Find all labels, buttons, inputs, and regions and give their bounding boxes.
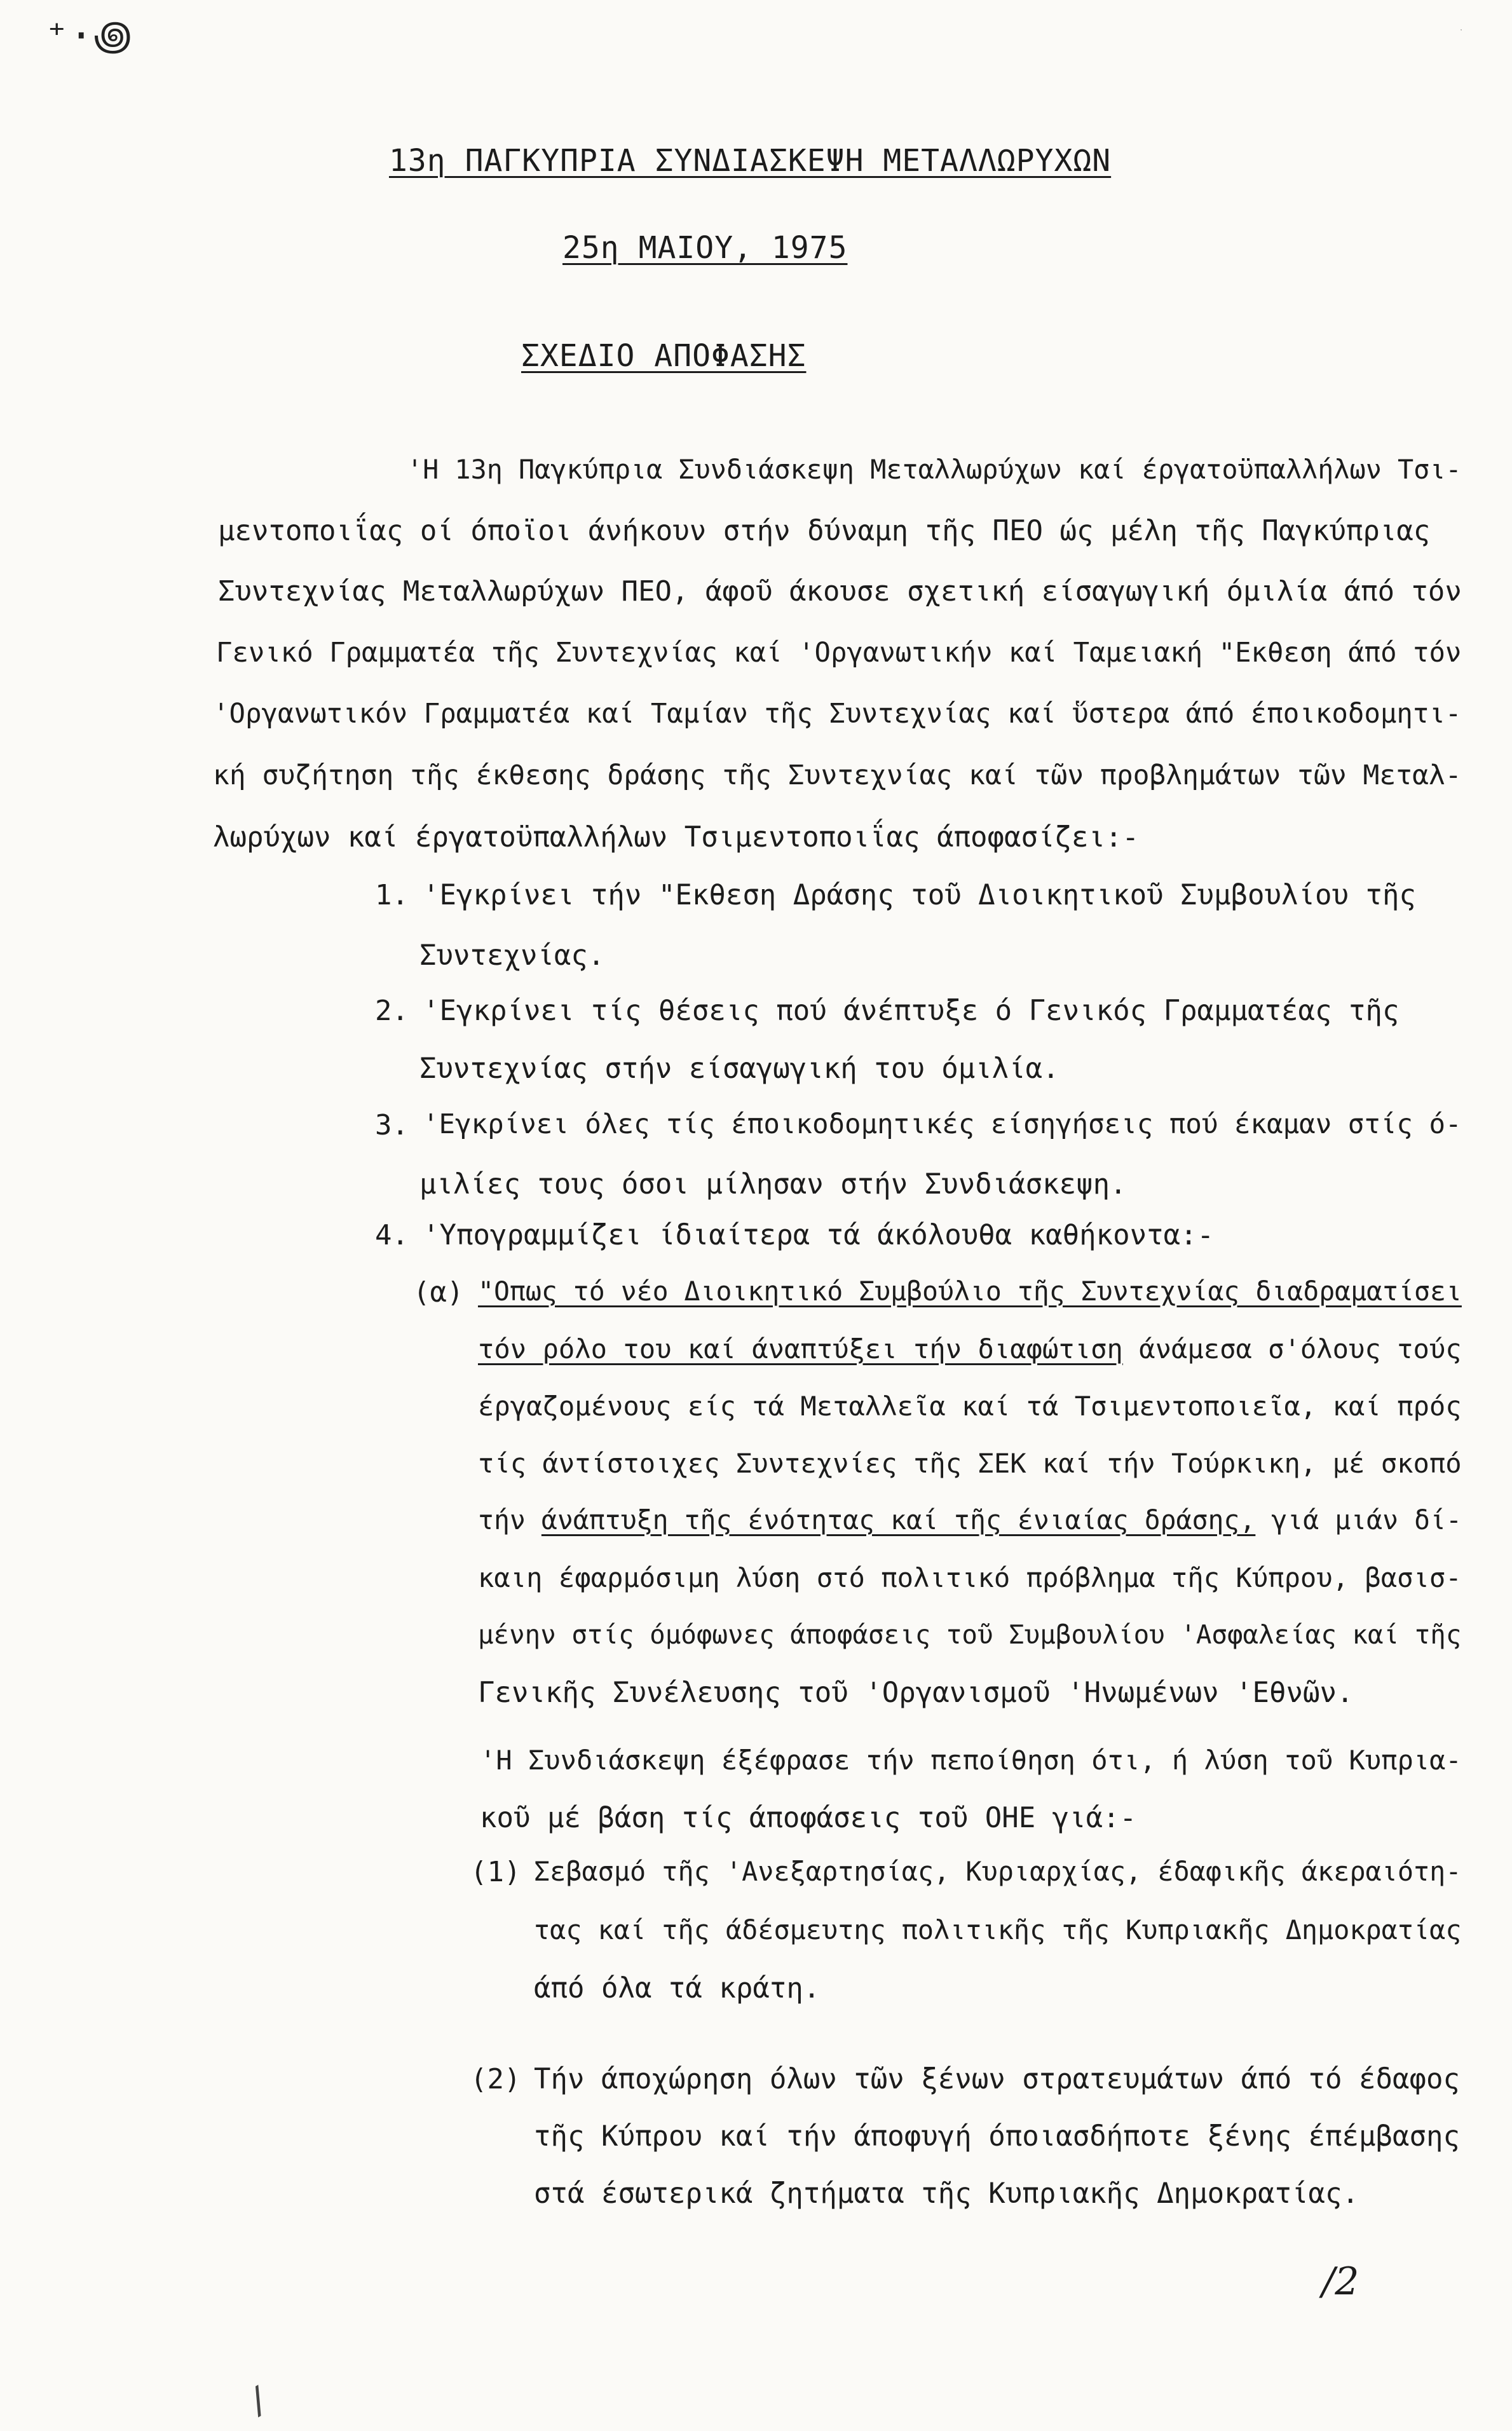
point-label: (1) bbox=[470, 1856, 521, 1888]
item-number: 2. bbox=[375, 995, 409, 1027]
subitem-line: μένην στίς όμόφωνες άποφάσεις τοῦ Συμβουλίου 'Ασφαλείας καί τῆς bbox=[478, 1619, 1462, 1650]
point-line: τας καί τῆς άδέσμευτης πολιτικῆς τῆς Κυπριακῆς Δημοκρατίας bbox=[534, 1914, 1462, 1945]
plain-text: τήν bbox=[478, 1505, 541, 1536]
page-number: 5 bbox=[1461, 29, 1462, 31]
item-number: 1. bbox=[375, 879, 409, 911]
intro-line: μεντοποιΐας οί όποϊοι άνήκουν στήν δύναμη τῆς ΠΕΟ ώς μέλη τῆς Παγκύπριας bbox=[218, 515, 1431, 547]
intro-line: Συντεχνίας Μεταλλωρύχων ΠΕΟ, άφοῦ άκουσε σχετική είσαγωγική όμιλία άπό τόν bbox=[218, 575, 1462, 608]
document-subtitle: ΣΧΕΔΙΟ ΑΠΟΦΑΣΗΣ bbox=[521, 338, 807, 374]
subitem-line: τίς άντίστοιχες Συντεχνίες τῆς ΣΕΚ καί τήν Τούρκικη, μέ σκοπό bbox=[478, 1448, 1462, 1479]
subitem-line: καιη έφαρμόσιμη λύση στό πολιτικό πρόβλημα τῆς Κύπρου, βασισ- bbox=[478, 1562, 1462, 1593]
item-number: 3. bbox=[375, 1109, 409, 1141]
plain-text: άνάμεσα σ'όλους τούς bbox=[1122, 1333, 1462, 1365]
point-line: στά έσωτερικά ζητήματα τῆς Κυπριακῆς Δημοκρατίας. bbox=[534, 2177, 1359, 2210]
intro-line: 'Η 13η Παγκύπρια Συνδιάσκεψη Μεταλλωρύχων καί έργατοϋπαλλήλων Τσι- bbox=[407, 454, 1462, 485]
point-line: άπό όλα τά κράτη. bbox=[534, 1972, 821, 2005]
intro-line: Γενικό Γραμματέα τῆς Συντεχνίας καί 'Οργανωτικήν καί Ταμειακή "Εκθεση άπό τόν bbox=[216, 637, 1462, 668]
subitem-label: (α) bbox=[413, 1276, 464, 1309]
item-number: 4. bbox=[375, 1219, 409, 1251]
item-line: μιλίες τους όσοι μίλησαν στήν Συνδιάσκεψη. bbox=[419, 1168, 1127, 1201]
underlined-text: άνάπτυξη τῆς ένότητας καί τῆς ένιαίας δράσης, bbox=[541, 1505, 1256, 1536]
underlined-text: τόν ρόλο του καί άναπτύξει τήν διαφώτιση bbox=[478, 1333, 1123, 1365]
item-line: Συντεχνίας στήν είσαγωγική του όμιλία. bbox=[419, 1052, 1059, 1085]
subitem-line bbox=[478, 1333, 1462, 1365]
subitem-line: έργαζομένους είς τά Μεταλλεῖα καί τά Τσιμεντοποιεῖα, καί πρός bbox=[478, 1391, 1462, 1422]
point-label: (2) bbox=[470, 2063, 521, 2095]
point-line: Τήν άποχώρηση όλων τῶν ξένων στρατευμάτων άπό τό έδαφος bbox=[534, 2063, 1460, 2095]
statement-line: 'Η Συνδιάσκεψη έξέφρασε τήν πεποίθηση ότι, ή λύση τοῦ Κυπρια- bbox=[480, 1745, 1462, 1776]
subitem-line bbox=[478, 1505, 1462, 1536]
item-line: 'Εγκρίνει όλες τίς έποικοδομητικές είσηγήσεις πού έκαμαν στίς ό- bbox=[423, 1109, 1462, 1140]
stray-mark: / bbox=[239, 2378, 278, 2423]
corner-mark: ⁺·꩜ bbox=[44, 13, 132, 60]
item-line: 'Εγκρίνει τίς θέσεις πού άνέπτυξε ό Γενικός Γραμματέας τῆς bbox=[423, 995, 1400, 1027]
intro-line: κή συζήτηση τῆς έκθεσης δράσης τῆς Συντεχνίας καί τῶν προβλημάτων τῶν Μεταλ- bbox=[213, 759, 1462, 791]
item-line: Συντεχνίας. bbox=[419, 939, 605, 972]
subitem-line: "Οπως τό νέο Διοικητικό Συμβούλιο τῆς Συντεχνίας διαδραματίσει bbox=[478, 1276, 1462, 1307]
document-date: 25η ΜΑΙΟΥ, 1975 bbox=[562, 230, 848, 266]
item-line: 'Εγκρίνει τήν "Εκθεση Δράσης τοῦ Διοικητικοῦ Συμβουλίου τῆς bbox=[423, 879, 1416, 911]
point-line: Σεβασμό τῆς 'Ανεξαρτησίας, Κυριαρχίας, έδαφικῆς άκεραιότη- bbox=[534, 1856, 1462, 1887]
document-title: 13η ΠΑΓΚΥΠΡΙΑ ΣΥΝΔΙΑΣΚΕΨΗ ΜΕΤΑΛΛΩΡΥΧΩΝ bbox=[389, 143, 1112, 179]
point-line: τῆς Κύπρου καί τήν άποφυγή όποιασδήποτε ξένης έπέμβασης bbox=[534, 2120, 1460, 2153]
intro-line: 'Οργανωτικόν Γραμματέα καί Ταμίαν τῆς Συντεχνίας καί ὕστερα άπό έποικοδομητι- bbox=[213, 698, 1462, 729]
plain-text: γιά μιάν δί- bbox=[1255, 1505, 1462, 1536]
intro-line: λωρύχων καί έργατοϋπαλλήλων Τσιμεντοποιΐας άποφασίζει:- bbox=[213, 821, 1139, 854]
continued-page-marker: /2 bbox=[1322, 2259, 1359, 2304]
subitem-line: Γενικῆς Συνέλευσης τοῦ 'Οργανισμοῦ 'Ηνωμένων 'Εθνῶν. bbox=[478, 1677, 1354, 1709]
item-line: 'Υπογραμμίζει ίδιαίτερα τά άκόλουθα καθήκοντα:- bbox=[423, 1219, 1215, 1251]
statement-line: κοῦ μέ βάση τίς άποφάσεις τοῦ ΟΗΕ γιά:- bbox=[480, 1802, 1137, 1834]
